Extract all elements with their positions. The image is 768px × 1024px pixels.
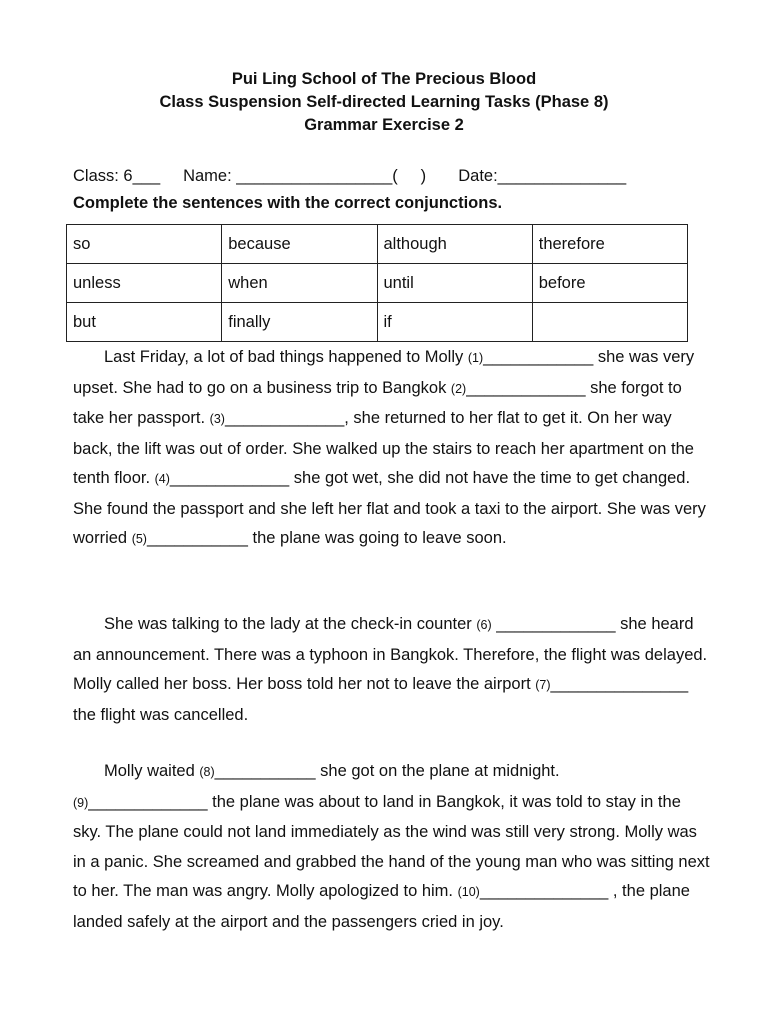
name-field[interactable]: Name: _________________( ) bbox=[183, 167, 427, 185]
story-text: _____________ the plane was about to land in Bangkok, it was told to stay in the sky. The plane could not land immediately as the wind was still very strong. Molly was in a panic. She screamed and grabbed the hand of the young man who was sitting next to her. The man was angry. Molly apologized to him. bbox=[73, 792, 710, 900]
instruction-text: Complete the sentences with the correct conjunctions. bbox=[73, 194, 503, 212]
date-field[interactable]: Date:______________ bbox=[458, 167, 627, 185]
word-cell: but bbox=[67, 303, 222, 342]
story-text: ______________ , the plane landed safely at the airport and the passengers cried in joy. bbox=[73, 882, 690, 931]
story-text: _____________, she returned to her flat to get it. On her way back, the lift was out of order. She walked up the stairs to reach her apartment on the tenth floor. bbox=[73, 409, 694, 487]
blank-number: (8) bbox=[199, 765, 215, 779]
story-text: Last Friday, a lot of bad things happened to Molly bbox=[104, 348, 468, 366]
story-text: _______________ the flight was cancelled. bbox=[73, 675, 689, 724]
story-text: She was talking to the lady at the check-in counter bbox=[104, 615, 477, 633]
story-text: Molly waited bbox=[104, 762, 200, 780]
conjunction-word-box bbox=[66, 224, 688, 342]
story-text: ____________ she was very upset. She had to go on a business trip to Bangkok bbox=[73, 348, 695, 397]
blank-number: (3) bbox=[209, 412, 225, 426]
word-cell: therefore bbox=[532, 225, 687, 264]
story-paragraph-1 bbox=[73, 343, 713, 555]
word-cell: although bbox=[377, 225, 532, 264]
table-row bbox=[67, 225, 688, 264]
blank-number: (10) bbox=[457, 885, 480, 899]
blank-number: (6) bbox=[476, 618, 492, 632]
blank-number: (5) bbox=[131, 532, 147, 546]
word-cell: if bbox=[377, 303, 532, 342]
story-text: _____________ she heard an announcement. There was a typhoon in Bangkok. Therefore, the flight was delayed. Molly called her boss. Her boss told her not to leave the airport bbox=[73, 615, 708, 693]
worksheet-subtitle: Class Suspension Self-directed Learning Tasks (Phase 8) bbox=[159, 93, 609, 111]
school-name: Pui Ling School of The Precious Blood bbox=[231, 70, 537, 88]
word-cell: because bbox=[222, 225, 377, 264]
story-text: ___________ the plane was going to leave soon. bbox=[146, 529, 507, 547]
worksheet-header bbox=[0, 68, 768, 137]
story-text: _____________ she got wet, she did not have the time to get changed. She found the passport and she left her flat and took a taxi to the airport. She was very worried bbox=[73, 469, 706, 547]
blank-number: (1) bbox=[467, 351, 484, 365]
blank-number: (4) bbox=[154, 472, 170, 486]
blank-number: (9) bbox=[73, 795, 89, 810]
word-cell bbox=[532, 303, 687, 342]
word-cell: finally bbox=[222, 303, 377, 342]
word-cell: before bbox=[532, 264, 687, 303]
class-field[interactable]: Class: 6___ bbox=[73, 167, 161, 185]
blank-number: (7) bbox=[535, 678, 551, 692]
story-paragraph-3 bbox=[73, 757, 713, 937]
word-cell: so bbox=[67, 225, 222, 264]
story-paragraph-2 bbox=[73, 610, 713, 730]
table-row bbox=[67, 303, 688, 342]
table-row bbox=[67, 264, 688, 303]
blank-number: (2) bbox=[450, 381, 467, 396]
word-cell: unless bbox=[67, 264, 222, 303]
exercise-title: Grammar Exercise 2 bbox=[304, 116, 464, 134]
story-text: _____________ she forgot to take her passport. bbox=[73, 378, 682, 427]
word-cell: until bbox=[377, 264, 532, 303]
student-info-line bbox=[73, 167, 626, 186]
story-text: ___________ she got on the plane at midnight. bbox=[214, 762, 560, 780]
word-cell: when bbox=[222, 264, 377, 303]
